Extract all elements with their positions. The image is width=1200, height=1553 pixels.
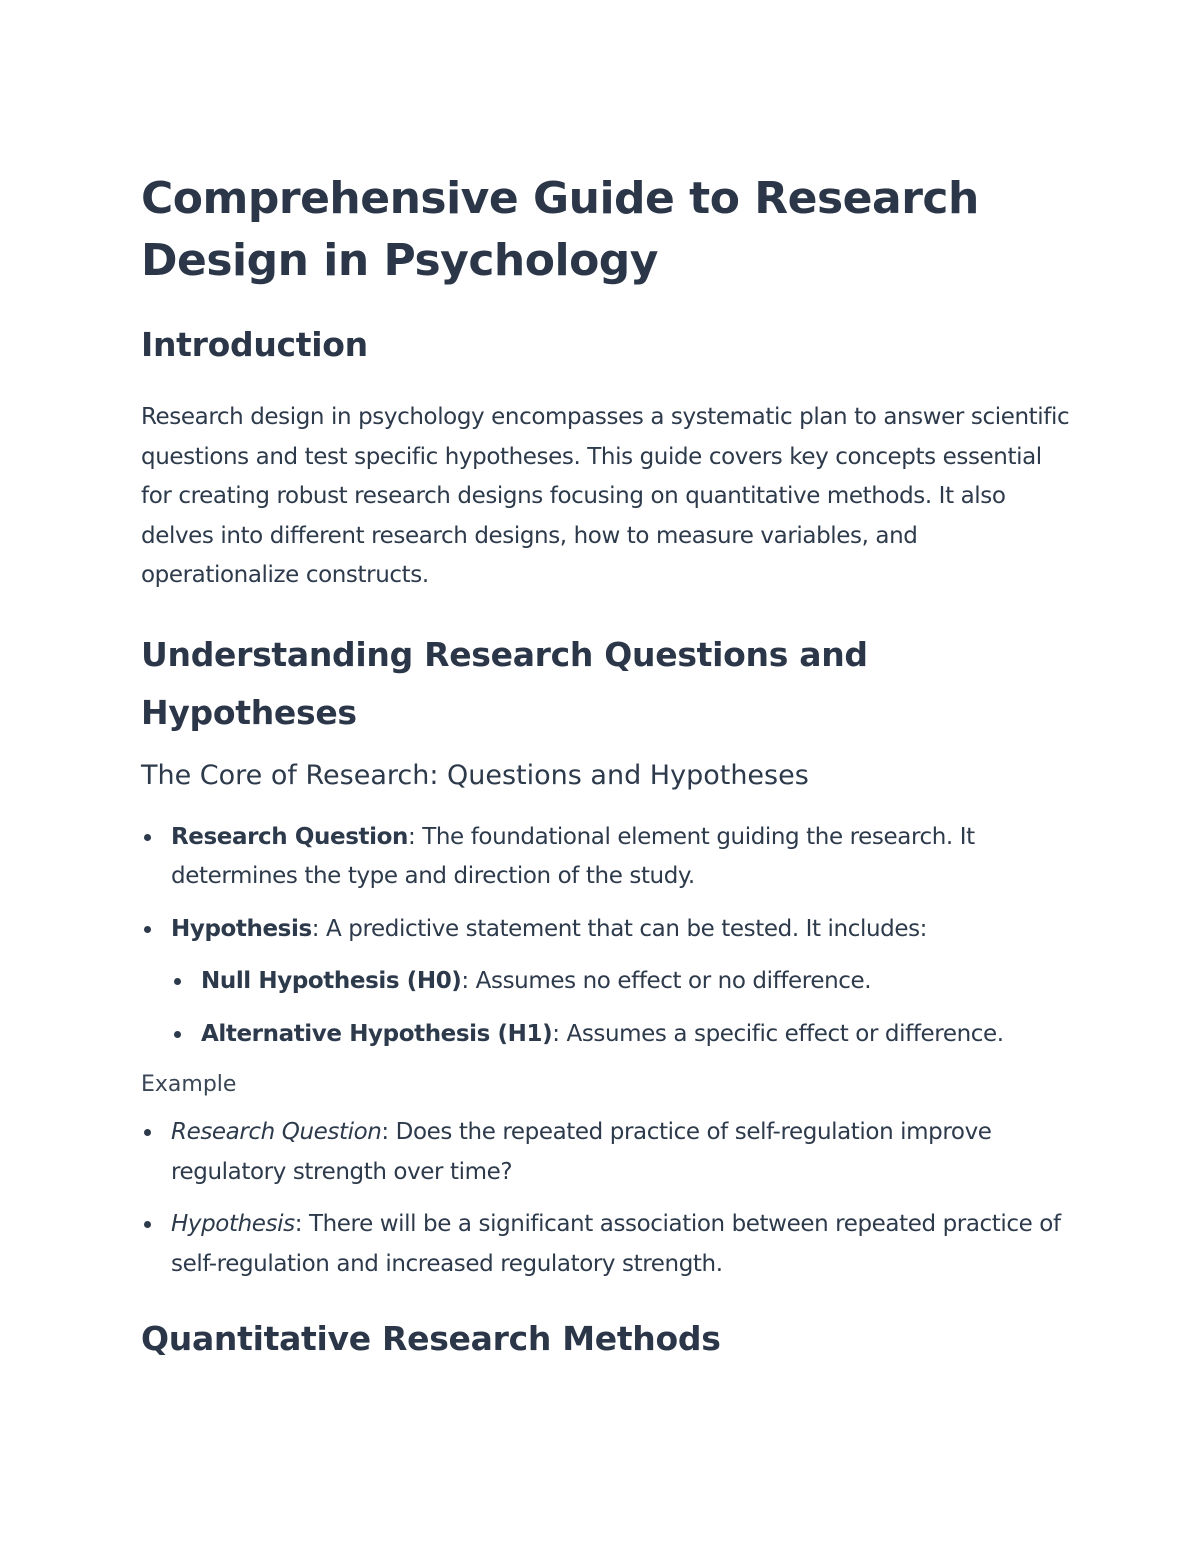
- document-title: Comprehensive Guide to Research Design in Psychology: [141, 173, 979, 286]
- list-item-text: : Does the repeated practice of self-regulation improve regulatory strength over time?: [171, 1119, 992, 1185]
- list-item-term: Alternative Hypothesis (H1): [201, 1020, 553, 1047]
- list-item-text: : There will be a significant association between repeated practice of self-regulation and increased regulatory strength.: [171, 1211, 1061, 1277]
- list-item-term: Hypothesis: [171, 915, 312, 942]
- introduction-paragraph: Research design in psychology encompasses a systematic plan to answer scientific questions and test specific hypotheses. This guide covers key concepts essential for creating robust research designs focusing on quantitative methods. It also delves into different research designs, how to measure variables, and operationalize constructs.: [141, 404, 1070, 588]
- list-item: [141, 1205, 1071, 1284]
- definitions-list: [141, 818, 1071, 1055]
- research-questions-heading: Understanding Research Questions and Hypotheses: [141, 634, 868, 732]
- list-item-text: : Assumes no effect or no difference.: [461, 968, 872, 994]
- list-item-term: Hypothesis: [171, 1211, 295, 1237]
- list-item-text: : Assumes a specific effect or difference.: [552, 1020, 1004, 1047]
- examples-list: [141, 1113, 1071, 1284]
- quantitative-methods-heading: Quantitative Research Methods: [141, 1319, 721, 1358]
- list-item: [171, 1015, 1071, 1055]
- list-item: [141, 1113, 1071, 1192]
- list-item: [141, 910, 1071, 1055]
- introduction-heading: Introduction: [141, 325, 368, 364]
- list-item: [171, 962, 1071, 1002]
- hypothesis-types-list: [171, 962, 1071, 1054]
- list-item-text: : The foundational element guiding the research. It determines the type and direction of the study.: [171, 823, 975, 889]
- list-item-term: Research Question: [171, 1119, 382, 1145]
- core-of-research-subheading: The Core of Research: Questions and Hypotheses: [141, 759, 809, 791]
- list-item-text: : A predictive statement that can be tested. It includes:: [311, 915, 928, 942]
- list-item-term: Null Hypothesis (H0): [201, 968, 462, 994]
- document-page: [141, 168, 1071, 1364]
- list-item-term: Research Question: [171, 823, 408, 850]
- example-heading: Example: [141, 1072, 237, 1097]
- list-item: [141, 818, 1071, 897]
